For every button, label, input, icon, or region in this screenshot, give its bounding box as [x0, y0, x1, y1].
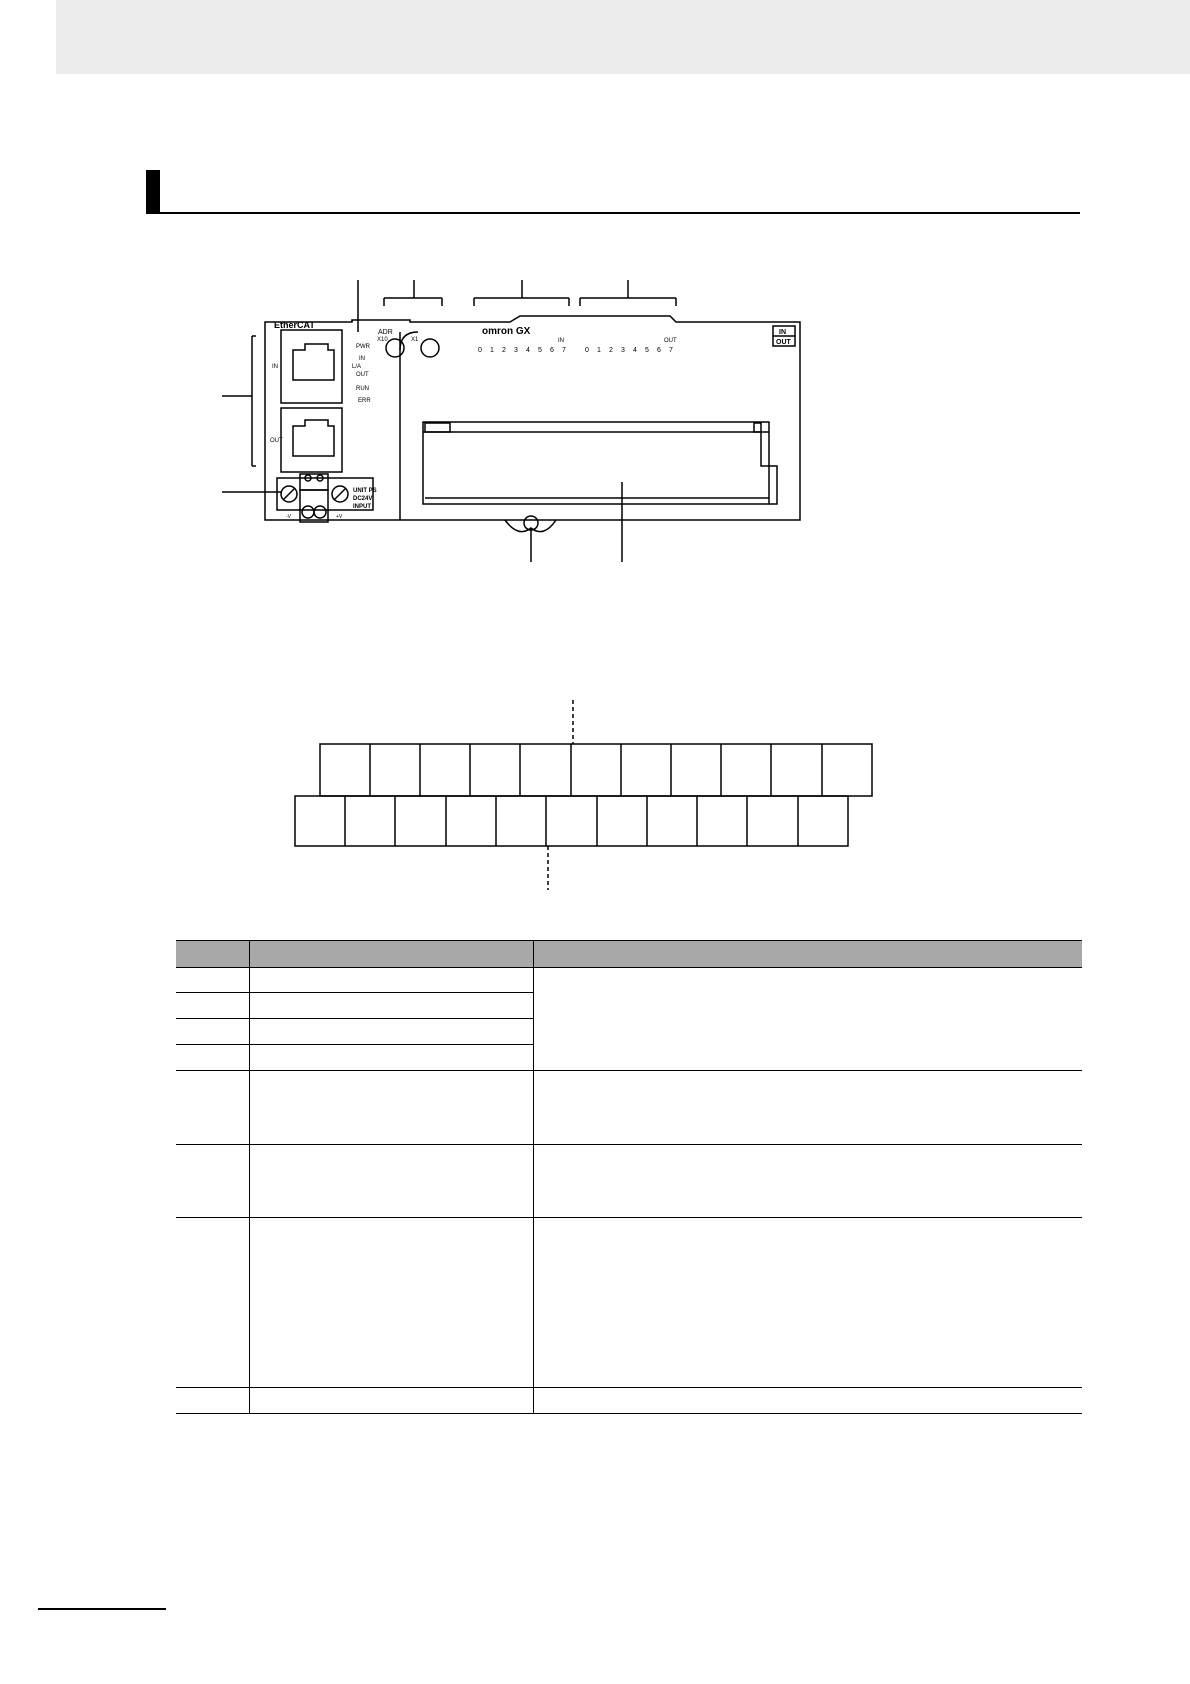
table-row [176, 1388, 1082, 1414]
out-digit-1: 1 [597, 347, 601, 354]
led-la-in-label: IN [359, 356, 365, 362]
badge-out: OUT [776, 339, 791, 346]
out-digit-0: 0 [585, 347, 589, 354]
section-heading [146, 170, 1080, 214]
in-digit-0: 0 [478, 347, 482, 354]
ethercat-logo: EtherCAT [274, 320, 315, 330]
out-digit-2: 2 [609, 347, 613, 354]
power-label-1: UNIT PS [353, 488, 377, 494]
port-in-label: IN [272, 364, 278, 370]
header-cell [249, 941, 533, 968]
in-group-label: IN [558, 338, 564, 344]
adr-label: ADR [378, 329, 393, 336]
x10-label: X10 [377, 337, 388, 343]
table-cell [534, 1388, 1082, 1414]
table-row [176, 1218, 1082, 1388]
out-group-label: OUT [664, 338, 677, 344]
out-digit-5: 5 [645, 347, 649, 354]
out-digit-4: 4 [633, 347, 637, 354]
table-cell [534, 1145, 1082, 1218]
led-run-label: RUN [356, 386, 369, 392]
table-cell [249, 1145, 533, 1218]
badge-in: IN [779, 329, 786, 336]
table-cell [176, 1388, 249, 1414]
power-label-3: INPUT [353, 504, 371, 510]
in-digit-5: 5 [538, 347, 542, 354]
brand-label: omron GX [482, 326, 531, 337]
table-cell [176, 1019, 249, 1045]
plus-v-label: +V [336, 514, 343, 520]
table-cell [176, 1218, 249, 1388]
table-cell [249, 993, 533, 1019]
section-rule [146, 212, 1080, 214]
terminal-arrangement [290, 700, 890, 900]
in-digit-7: 7 [562, 347, 566, 354]
section-marker [146, 170, 160, 213]
table-row [176, 1145, 1082, 1218]
in-digit-4: 4 [526, 347, 530, 354]
out-digit-7: 7 [669, 347, 673, 354]
x1-label: X1 [411, 337, 419, 343]
port-out-label: OUT [270, 438, 283, 444]
header-cell [176, 941, 249, 968]
table-cell [249, 1045, 533, 1071]
header-cell [534, 941, 1082, 968]
table-row [176, 968, 1082, 993]
led-err-label: ERR [358, 398, 371, 404]
table-cell [176, 968, 249, 993]
table-cell [176, 993, 249, 1019]
page-header-band [56, 0, 1190, 74]
led-pwr-label: PWR [356, 344, 370, 350]
table-cell [176, 1071, 249, 1145]
table-cell [249, 1019, 533, 1045]
in-digit-2: 2 [502, 347, 506, 354]
table-cell [176, 1045, 249, 1071]
minus-v-label: -V [286, 514, 291, 520]
footer-rule [38, 1608, 166, 1610]
led-la-label: L/A [352, 364, 362, 370]
table-cell [176, 1145, 249, 1218]
table-cell [534, 1218, 1082, 1388]
table-row [176, 1071, 1082, 1145]
table-cell [534, 968, 1082, 1071]
in-digit-1: 1 [490, 347, 494, 354]
table-cell [249, 1218, 533, 1388]
table-cell [249, 1071, 533, 1145]
in-digit-3: 3 [514, 347, 518, 354]
device-diagram [0, 270, 1190, 590]
in-digit-6: 6 [550, 347, 554, 354]
terminal-drawing [290, 700, 890, 900]
table-cell [249, 1388, 533, 1414]
power-label-2: DC24V [353, 496, 373, 502]
out-digit-6: 6 [657, 347, 661, 354]
table-cell [534, 1071, 1082, 1145]
table-cell [249, 968, 533, 993]
device-drawing [0, 270, 1190, 590]
spec-table [176, 940, 1082, 1414]
out-digit-3: 3 [621, 347, 625, 354]
led-la-out-label: OUT [356, 372, 369, 378]
table-header-row [176, 941, 1082, 968]
